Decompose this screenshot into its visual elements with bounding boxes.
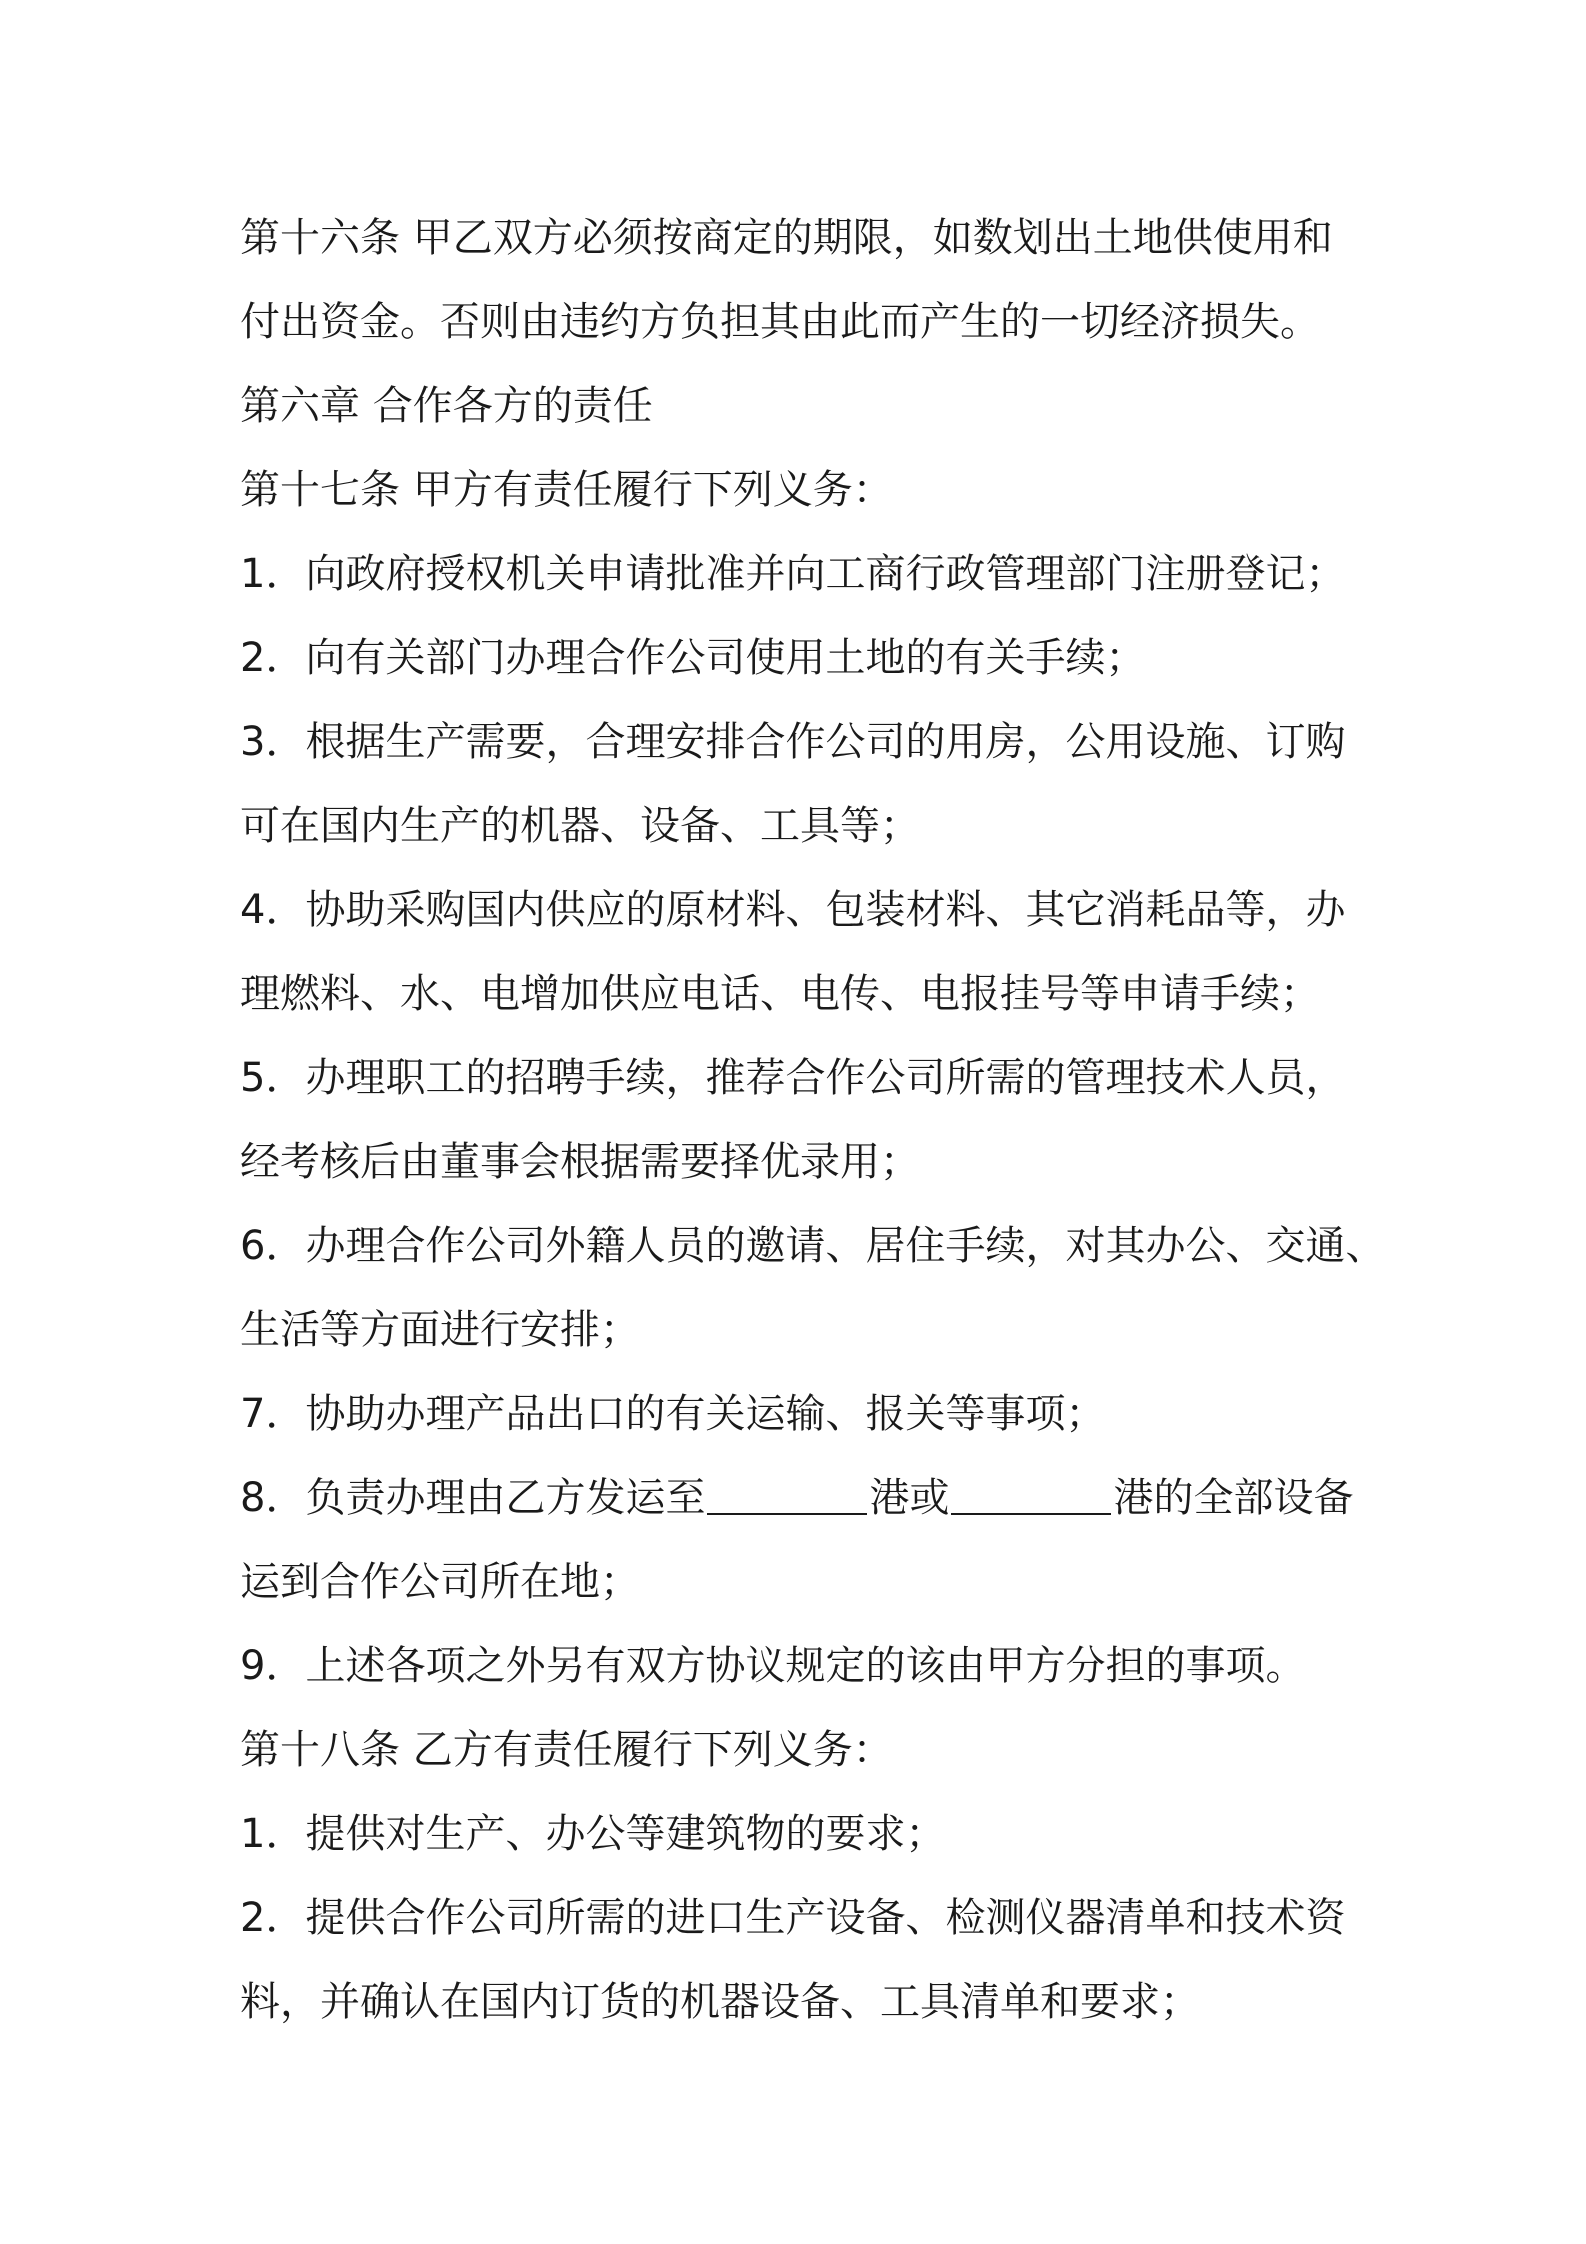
party-a-item-1: 1．向政府授权机关申请批准并向工商行政管理部门注册登记； [240, 551, 1346, 597]
party-a-item-3-line-2: 可在国内生产的机器、设备、工具等； [240, 803, 920, 849]
party-a-item-5-line-1: 5．办理职工的招聘手续，推荐合作公司所需的管理技术人员， [240, 1055, 1346, 1101]
document-body [240, 196, 1386, 2044]
party-a-item-6-line-1: 6．办理合作公司外籍人员的邀请、居住手续，对其办公、交通、 [240, 1223, 1386, 1269]
party-a-item-6-line-2: 生活等方面进行安排； [240, 1307, 640, 1353]
article-17-heading: 第十七条 甲方有责任履行下列义务： [240, 467, 893, 513]
party-a-item-4-line-2: 理燃料、水、电增加供应电话、电传、电报挂号等申请手续； [240, 971, 1320, 1017]
party-b-item-1: 1．提供对生产、办公等建筑物的要求； [240, 1811, 946, 1857]
party-a-item-9: 9．上述各项之外另有双方协议规定的该由甲方分担的事项。 [240, 1643, 1306, 1689]
item-8-text-end: 港的全部设备 [1113, 1475, 1354, 1521]
item-8-text-middle: 港或 [869, 1475, 950, 1521]
party-a-item-8-line-2: 运到合作公司所在地； [240, 1559, 640, 1605]
article-16-line-1: 第十六条 甲乙双方必须按商定的期限，如数划出土地供使用和 [240, 215, 1333, 261]
party-a-item-7: 7．协助办理产品出口的有关运输、报关等事项； [240, 1391, 1106, 1437]
party-a-item-2: 2．向有关部门办理合作公司使用土地的有关手续； [240, 635, 1146, 681]
article-16-line-2: 付出资金。否则由违约方负担其由此而产生的一切经济损失。 [240, 299, 1320, 345]
item-8-text-start: 8．负责办理由乙方发运至 [240, 1475, 706, 1521]
article-18-heading: 第十八条 乙方有责任履行下列义务： [240, 1727, 893, 1773]
party-a-item-8-line-1 [240, 1456, 1370, 1540]
party-b-item-2-line-2: 料，并确认在国内订货的机器设备、工具清单和要求； [240, 1979, 1200, 2025]
chapter-6-heading: 第六章 合作各方的责任 [240, 383, 653, 429]
port-blank-2 [951, 1473, 1111, 1515]
party-a-item-5-line-2: 经考核后由董事会根据需要择优录用； [240, 1139, 920, 1185]
party-a-item-4-line-1: 4．协助采购国内供应的原材料、包装材料、其它消耗品等，办 [240, 887, 1346, 933]
port-blank-1 [707, 1473, 867, 1515]
party-a-item-3-line-1: 3．根据生产需要，合理安排合作公司的用房，公用设施、订购 [240, 719, 1346, 765]
party-b-item-2-line-1: 2．提供合作公司所需的进口生产设备、检测仪器清单和技术资 [240, 1895, 1346, 1941]
